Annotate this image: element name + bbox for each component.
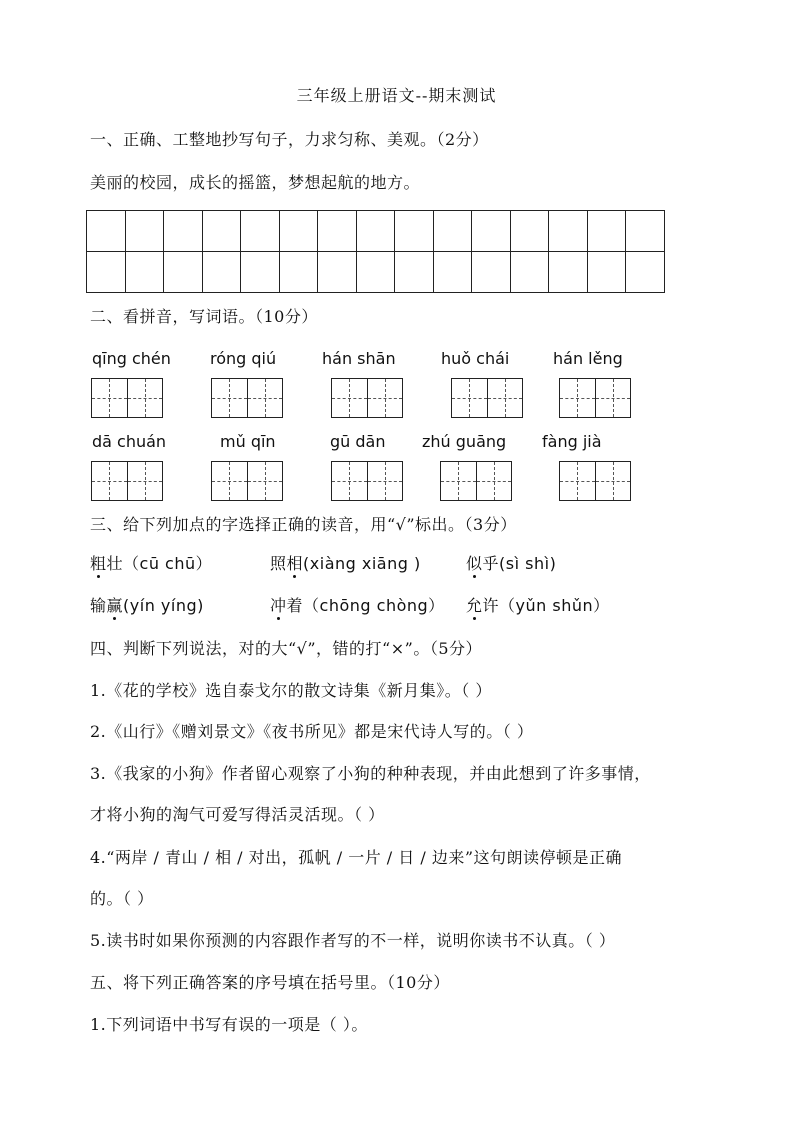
- judgement-item-cont[interactable]: 的。（ ）: [90, 889, 154, 908]
- copy-grid-row: [87, 211, 665, 252]
- copy-grid-cell[interactable]: [279, 211, 318, 252]
- q5-heading: 五、将下列正确答案的序号填在括号里。（10分）: [90, 973, 450, 992]
- copy-grid-cell[interactable]: [549, 252, 588, 293]
- writing-box[interactable]: [331, 378, 403, 418]
- writing-box[interactable]: [559, 378, 631, 418]
- copy-grid-cell[interactable]: [510, 211, 549, 252]
- page-title: 三年级上册语文--期末测试: [296, 86, 497, 105]
- char-text: 壮: [106, 554, 124, 573]
- copy-grid-cell[interactable]: [395, 252, 434, 293]
- copy-grid-cell[interactable]: [472, 211, 511, 252]
- writing-box[interactable]: [331, 461, 403, 501]
- copy-grid-cell[interactable]: [241, 211, 280, 252]
- reading-choice[interactable]: [90, 554, 212, 574]
- copy-grid-cell[interactable]: [87, 211, 126, 252]
- copy-grid-cell[interactable]: [510, 252, 549, 293]
- copy-grid-cell[interactable]: [626, 252, 665, 293]
- copy-grid-cell[interactable]: [202, 211, 241, 252]
- copy-grid-cell[interactable]: [125, 252, 164, 293]
- char-text: 乎: [482, 554, 500, 573]
- pinyin-options: （chōng chòng）: [303, 596, 445, 615]
- q1-sentence: 美丽的校园，成长的摇篮，梦想起航的地方。: [90, 173, 421, 192]
- judgement-item[interactable]: 5.读书时如果你预测的内容跟作者写的不一样，说明你读书不认真。（ ）: [90, 931, 616, 950]
- copy-grid-cell[interactable]: [202, 252, 241, 293]
- q2-heading: 二、看拼音，写词语。（10分）: [90, 307, 318, 326]
- pinyin-label: fàng jià: [542, 432, 602, 451]
- copy-grid-cell[interactable]: [164, 252, 203, 293]
- copy-grid-cell[interactable]: [87, 252, 126, 293]
- copy-grid-cell[interactable]: [472, 252, 511, 293]
- dotted-char: 冲: [270, 596, 287, 615]
- reading-choice[interactable]: [466, 554, 556, 574]
- pinyin-label: hán shān: [322, 349, 396, 368]
- judgement-item[interactable]: 1.《花的学校》选自泰戈尔的散文诗集《新月集》。（ ）: [90, 681, 492, 700]
- writing-box[interactable]: [91, 461, 163, 501]
- dotted-char: 赢: [106, 596, 124, 615]
- dotted-char: 粗: [90, 554, 107, 573]
- pinyin-label: dā chuán: [92, 432, 167, 451]
- pinyin-label: róng qiú: [210, 349, 277, 368]
- pinyin-label: hán lěng: [553, 349, 623, 368]
- q3-heading: 三、给下列加点的字选择正确的读音，用“√”标出。（3分）: [90, 515, 517, 534]
- pinyin-label: huǒ chái: [441, 349, 510, 368]
- copy-writing-grid[interactable]: [86, 210, 665, 293]
- copy-grid-cell[interactable]: [587, 211, 626, 252]
- writing-box[interactable]: [211, 378, 283, 418]
- char-text: 输: [90, 596, 107, 615]
- q1-heading: 一、正确、工整地抄写句子，力求匀称、美观。（2分）: [90, 130, 489, 149]
- copy-grid-row: [87, 252, 665, 293]
- dotted-char: 相: [286, 554, 304, 573]
- judgement-item: 4.“两岸 / 青山 / 相 / 对出，孤帆 / 一片 / 日 / 边来”这句朗读停顿是正确: [90, 848, 623, 867]
- pinyin-label: qīng chén: [92, 349, 171, 368]
- copy-grid-cell[interactable]: [279, 252, 318, 293]
- pinyin-options: (xiàng xiāng ): [303, 554, 421, 573]
- pinyin-label: mǔ qīn: [220, 432, 276, 451]
- copy-grid-cell[interactable]: [164, 211, 203, 252]
- char-text: 着: [286, 596, 304, 615]
- pinyin-label: zhú guāng: [422, 432, 507, 451]
- copy-grid-cell[interactable]: [356, 211, 395, 252]
- reading-choice[interactable]: [270, 554, 421, 574]
- judgement-item-cont[interactable]: 才将小狗的淘气可爱写得活灵活现。（ ）: [90, 805, 385, 824]
- reading-choice[interactable]: [270, 596, 445, 616]
- copy-grid-cell[interactable]: [395, 211, 434, 252]
- copy-grid-cell[interactable]: [125, 211, 164, 252]
- char-text: 许: [482, 596, 500, 615]
- dotted-char: 似: [466, 554, 483, 573]
- dotted-char: 允: [466, 596, 483, 615]
- pinyin-label: gū dān: [330, 432, 386, 451]
- copy-grid-cell[interactable]: [433, 252, 472, 293]
- pinyin-options: (yín yíng): [123, 596, 204, 615]
- writing-box[interactable]: [559, 461, 631, 501]
- pinyin-options: (sì shì): [499, 554, 557, 573]
- writing-box[interactable]: [451, 378, 523, 418]
- q4-heading: 四、判断下列说法，对的大“√”，错的打“×”。（5分）: [90, 639, 483, 658]
- copy-grid-cell[interactable]: [356, 252, 395, 293]
- writing-box[interactable]: [211, 461, 283, 501]
- char-text: 照: [270, 554, 287, 573]
- copy-grid-cell[interactable]: [549, 211, 588, 252]
- judgement-item: 3.《我家的小狗》作者留心观察了小狗的种种表现，并由此想到了许多事情，: [90, 764, 651, 783]
- writing-box[interactable]: [440, 461, 512, 501]
- reading-choice[interactable]: [90, 596, 204, 616]
- pinyin-options: （yǔn shǔn）: [499, 596, 610, 615]
- copy-grid-cell[interactable]: [587, 252, 626, 293]
- copy-grid-cell[interactable]: [318, 252, 357, 293]
- copy-grid-cell[interactable]: [241, 252, 280, 293]
- pinyin-options: （cū chū）: [123, 554, 213, 573]
- reading-choice[interactable]: [466, 596, 610, 616]
- choice-question[interactable]: 1.下列词语中书写有误的一项是（ ）。: [90, 1015, 368, 1034]
- judgement-item[interactable]: 2.《山行》《赠刘景文》《夜书所见》都是宋代诗人写的。（ ）: [90, 722, 534, 741]
- copy-grid-cell[interactable]: [318, 211, 357, 252]
- copy-grid-cell[interactable]: [433, 211, 472, 252]
- writing-box[interactable]: [91, 378, 163, 418]
- copy-grid-cell[interactable]: [626, 211, 665, 252]
